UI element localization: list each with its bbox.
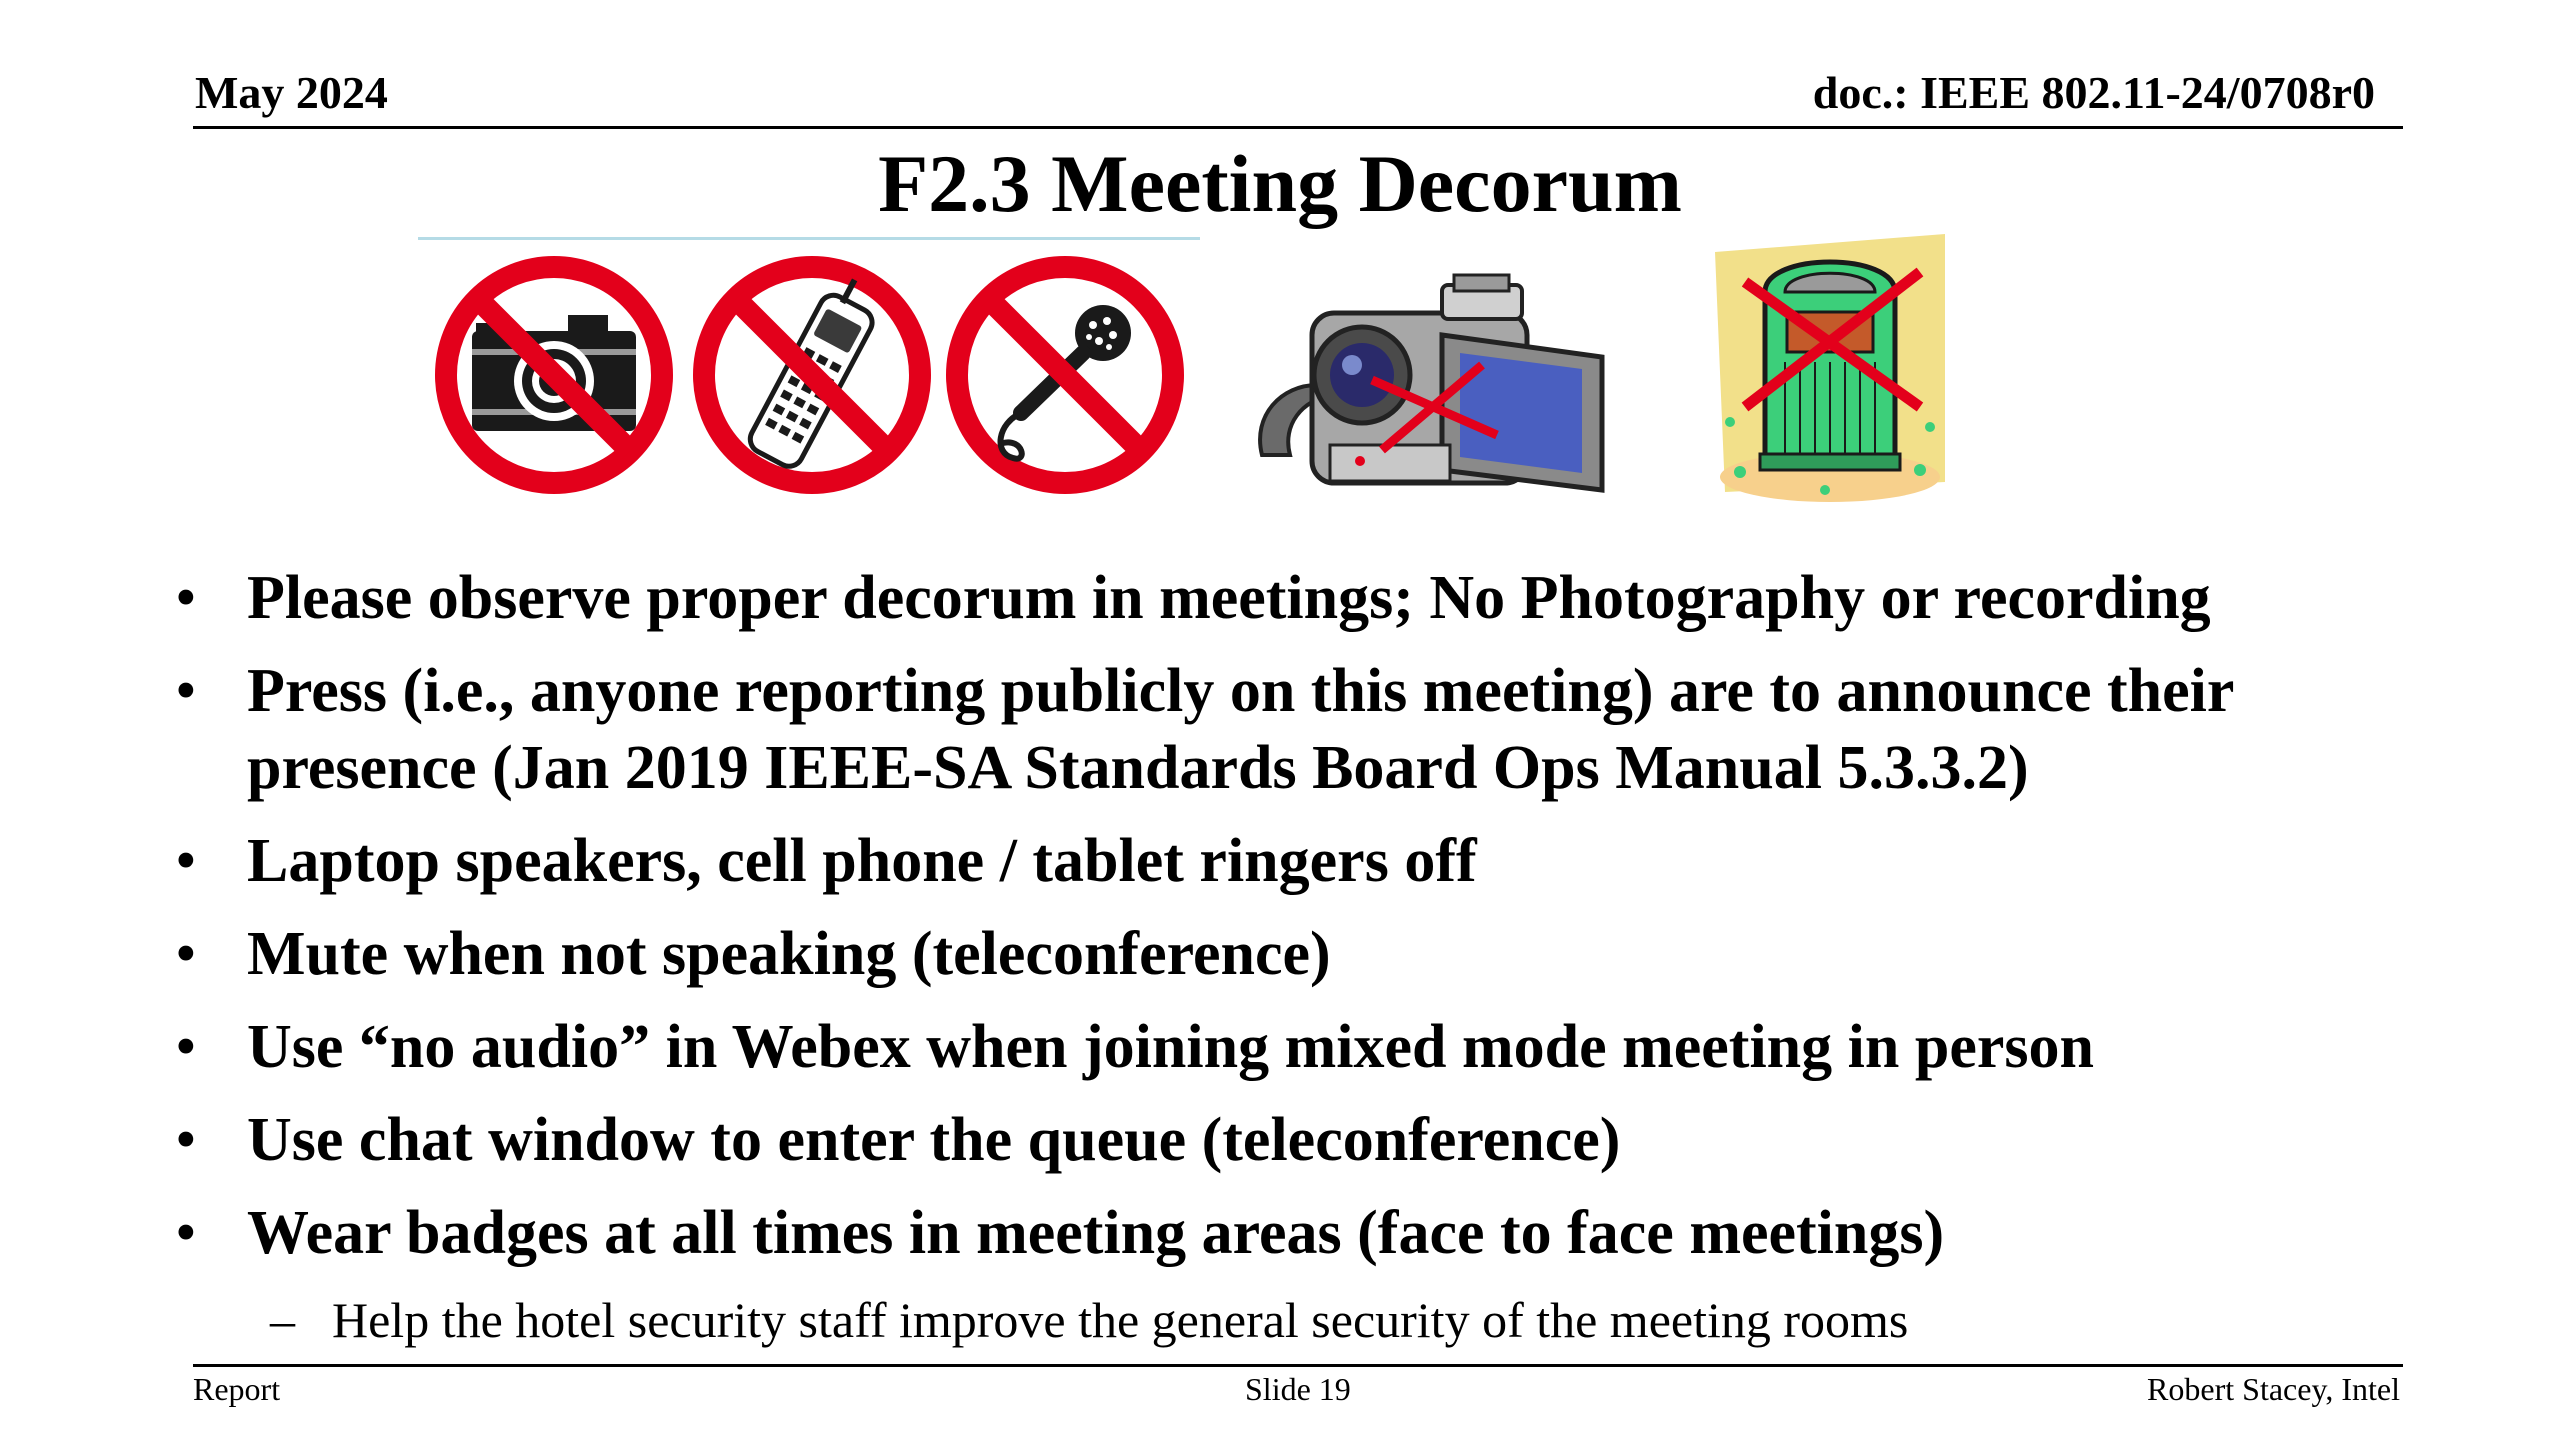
bullet-text: Use chat window to enter the queue (teleconference) bbox=[247, 1106, 1621, 1174]
bullet-text: Wear badges at all times in meeting areas (face to face meetings) bbox=[247, 1199, 1945, 1267]
slide-number: Slide 19 bbox=[1245, 1371, 1351, 1407]
bullet-text: Laptop speakers, cell phone / tablet ringers off bbox=[247, 827, 1477, 895]
sub-bullet-marker: – bbox=[270, 1292, 295, 1348]
header-divider bbox=[193, 126, 2403, 129]
bullet-marker: • bbox=[175, 1013, 197, 1081]
bullet-text: Press (i.e., anyone reporting publicly on this meeting) are to announce their presence (Jan 2019 IEEE-SA Standards Board Ops Manual 5.3.3.2) bbox=[247, 657, 2234, 802]
no-microphone-icon bbox=[943, 253, 1188, 498]
bullet-text: Use “no audio” in Webex when joining mixed mode meeting in person bbox=[247, 1013, 2094, 1081]
title-accent-line bbox=[418, 237, 1200, 240]
list-item bbox=[175, 1195, 2475, 1272]
header-date: May 2024 bbox=[195, 67, 388, 118]
no-cell-phone-icon bbox=[690, 253, 935, 498]
list-item bbox=[175, 1102, 2475, 1179]
slide-title: F2.3 Meeting Decorum bbox=[878, 138, 1682, 229]
no-jukebox-icon bbox=[1705, 222, 1960, 512]
no-camera-icon bbox=[432, 253, 677, 498]
bullet-text: Mute when not speaking (teleconference) bbox=[247, 920, 1331, 988]
bullet-marker: • bbox=[175, 827, 197, 895]
footer-divider bbox=[193, 1364, 2403, 1367]
list-item bbox=[175, 653, 2475, 807]
bullet-marker: • bbox=[175, 657, 197, 725]
list-item bbox=[175, 916, 2475, 993]
bullet-text: Please observe proper decorum in meetings; No Photography or recording bbox=[247, 564, 2211, 632]
sub-list-item bbox=[270, 1290, 1908, 1350]
bullet-marker: • bbox=[175, 1199, 197, 1267]
list-item bbox=[175, 823, 2475, 900]
footer-author: Robert Stacey, Intel bbox=[2147, 1371, 2400, 1407]
list-item bbox=[175, 1009, 2475, 1086]
bullet-list bbox=[175, 560, 2475, 1288]
no-video-camera-icon bbox=[1242, 265, 1622, 525]
sub-bullet-text: Help the hotel security staff improve the general security of the meeting rooms bbox=[332, 1292, 1909, 1348]
header-doc-id: doc.: IEEE 802.11-24/0708r0 bbox=[1812, 67, 2375, 118]
bullet-marker: • bbox=[175, 1106, 197, 1174]
bullet-marker: • bbox=[175, 564, 197, 632]
bullet-marker: • bbox=[175, 920, 197, 988]
list-item bbox=[175, 560, 2475, 637]
footer-left-label: Report bbox=[193, 1371, 281, 1407]
